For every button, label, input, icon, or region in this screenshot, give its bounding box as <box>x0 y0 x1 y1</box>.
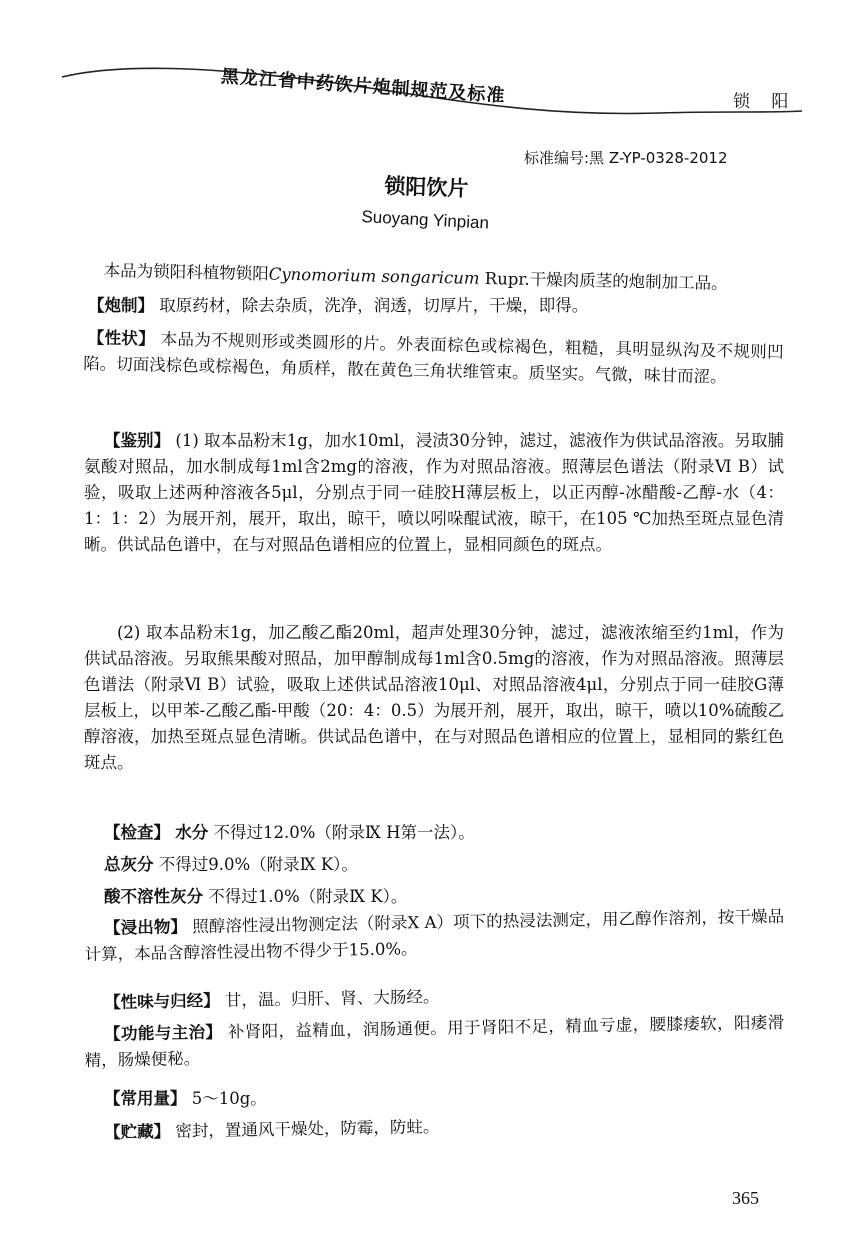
identification-text-2: (2) 取本品粉末1g，加乙酸乙酯20ml，超声处理30分钟，滤过，滤液浓缩至约1ml，作为供试品溶液。另取熊果酸对照品，加甲醇制成每1ml含0.5mg的溶液，作为对照品溶液。照薄层色谱法（附录Ⅵ B）试验，吸取上述供试品溶液10μl、对照品溶液4μl，分别点于同一硅胶G薄层板上，以甲苯-乙酸乙酯-甲酸（20：4：0.5）为展开剂，展开，取出，晾干，喷以10%硫酸乙醇溶液，加热至斑点显色清晰。供试品色谱中，在与对照品色谱相应的位置上，显相同的紫红色斑点。 <box>84 623 784 772</box>
page-number: 365 <box>732 1188 759 1208</box>
processing-text: 取原药材，除去杂质，洗净，润透，切厚片，干燥，即得。 <box>154 296 589 315</box>
latin-name: Cynomorium songaricum <box>268 264 480 288</box>
nature-tag: 【性味与归经】 <box>104 990 220 1012</box>
identification-item-2 <box>84 620 784 776</box>
source-suffix: Rupr.干燥肉质茎的炮制加工品。 <box>479 268 728 294</box>
description-text: 本品为不规则形或类圆形的片。外表面棕色或棕褐色，粗糙，具明显纵沟及不规则凹陷。切面浅棕色或棕褐色，角质样，散在黄色三角状维管束。质坚实。气微，味甘而涩。 <box>82 329 784 387</box>
dosage-section <box>104 1086 804 1112</box>
identification-text-1: (1) 取本品粉末1g，加水10ml，浸渍30分钟，滤过，滤液作为供试品溶液。另取脯氨酸对照品，加水制成每1ml含2mg的溶液，作为对照品溶液。照薄层色谱法（附录Ⅵ B）试验，吸取上述两种溶液各5μl，分别点于同一硅胶H薄层板上，以正丙醇-冰醋酸-乙醇-水（4：1：1：2）为展开剂，展开，取出，晾干，喷以吲哚醌试液，晾干，在105 ℃加热至斑点显色清晰。供试品色谱中，在与对照品色谱相应的位置上，显相同颜色的斑点。 <box>84 431 784 554</box>
processing-tag: 【炮制】 <box>88 296 154 315</box>
running-header-section: 锁 阳 <box>733 92 797 112</box>
acid-ash-label: 酸不溶性灰分 <box>104 887 203 906</box>
storage-text: 密封，置通风干燥处，防霉，防蛀。 <box>170 1117 440 1141</box>
moisture-text: 不得过12.0%（附录Ⅸ H第一法）。 <box>208 823 475 842</box>
inspection-section <box>104 820 804 846</box>
moisture-label: 水分 <box>175 823 209 842</box>
running-header-title: 黑龙江省中药饮片炮制规范及标准 <box>220 65 507 107</box>
storage-tag: 【贮藏】 <box>104 1121 171 1142</box>
total-ash-label: 总灰分 <box>104 855 154 874</box>
identification-item-1 <box>84 428 784 558</box>
nature-text: 甘，温。归肝、肾、大肠经。 <box>219 987 440 1010</box>
function-text: 补肾阳，益精血，润肠通便。用于肾阳不足，精血亏虚，腰膝痿软，阳痿滑精，肠燥便秘。 <box>84 1012 785 1070</box>
page-subtitle-pinyin: Suoyang Yinpian <box>361 207 490 233</box>
extract-tag: 【浸出物】 <box>104 917 188 938</box>
function-tag: 【功能与主治】 <box>104 1022 223 1044</box>
inspection-tag: 【检查】 <box>104 823 170 842</box>
extract-text: 照醇溶性浸出物测定法（附录Ⅹ A）项下的热浸法测定，用乙醇作溶剂，按干燥品计算，本品含醇溶性浸出物不得少于15.0%。 <box>84 906 785 964</box>
total-ash-row <box>104 852 804 878</box>
dosage-text: 5～10g。 <box>186 1089 267 1108</box>
storage-section <box>104 1108 804 1146</box>
page-title: 锁阳饮片 <box>384 173 469 201</box>
description-section <box>83 325 784 392</box>
acid-ash-text: 不得过1.0%（附录Ⅸ K）。 <box>203 887 408 906</box>
description-tag: 【性状】 <box>87 328 156 349</box>
total-ash-text: 不得过9.0%（附录Ⅸ K）。 <box>153 855 358 874</box>
standard-number: 标准编号:黑 Z-YP-0328-2012 <box>524 149 728 167</box>
function-section <box>84 1010 785 1074</box>
processing-section <box>88 293 788 319</box>
identification-tag: 【鉴别】 <box>104 431 171 450</box>
source-prefix: 本品为锁阳科植物锁阳 <box>103 260 269 284</box>
extract-section <box>84 904 785 968</box>
dosage-tag: 【常用量】 <box>104 1089 187 1108</box>
